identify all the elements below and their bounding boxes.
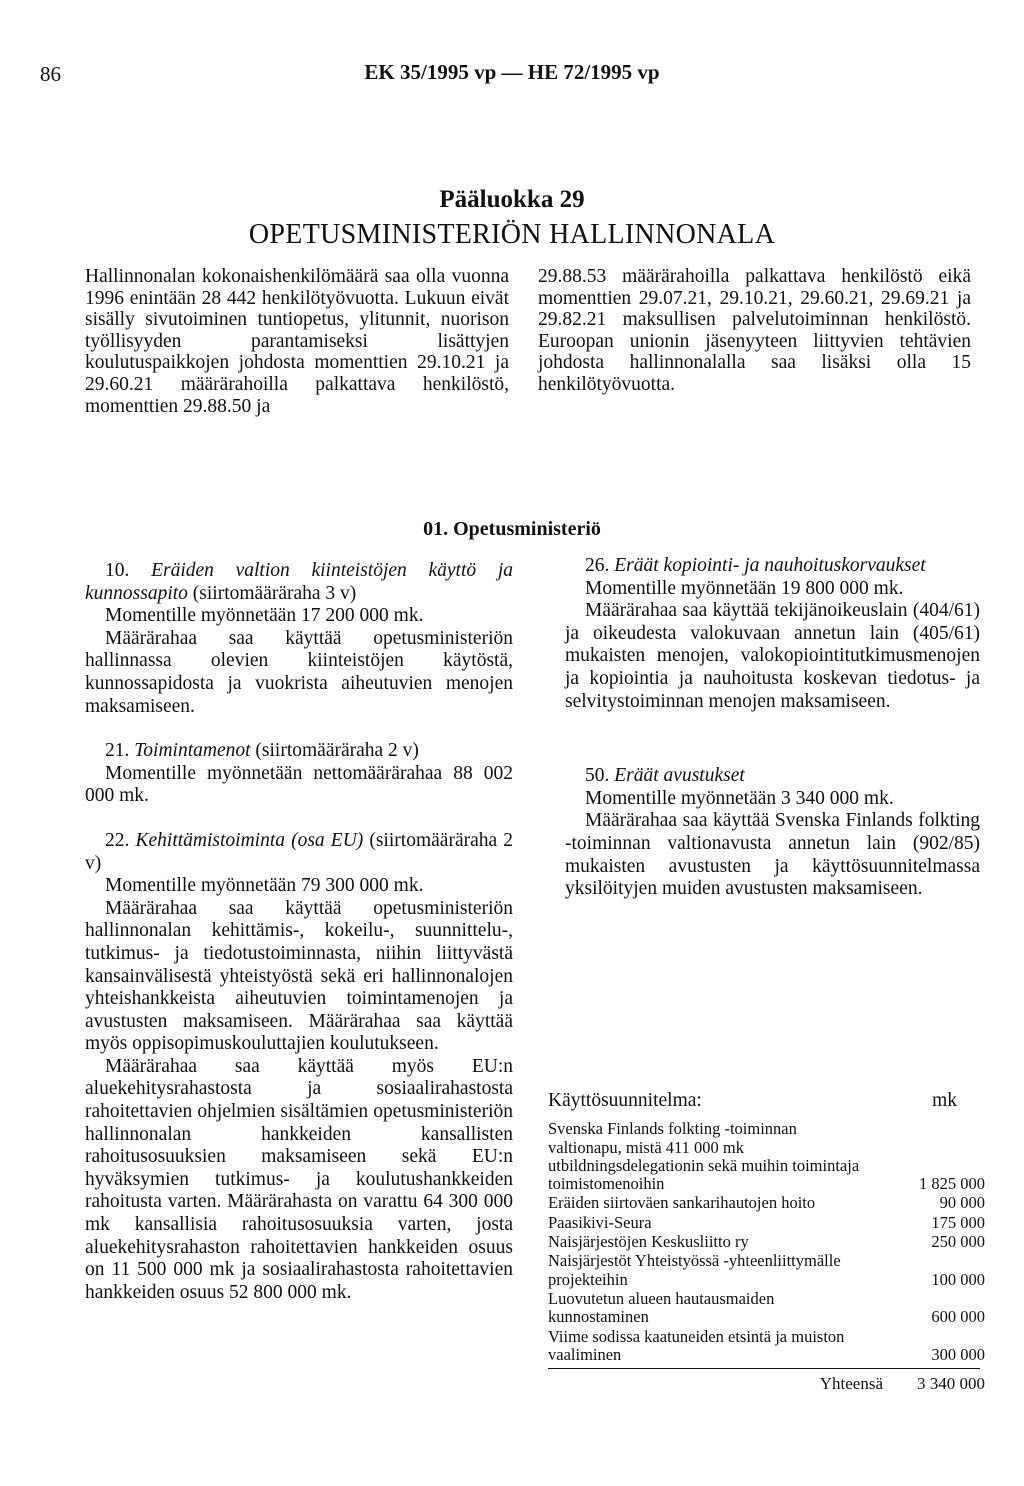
plan-row bbox=[548, 1214, 985, 1232]
intro-paragraph-left: Hallinnonalan kokonaishenkilömäärä saa olla vuonna 1996 enintään 28 442 henkilötyövuotta. Lukuun eivät sisälly sivutoiminen tuntiopetus, ylitunnit, nuorison työllisyyden parantamiseksi lisättyjen koulutuspaikkojen johdosta momenttien 29.10.21 ja 29.60.21 määrärahoilla palkattava henkilöstö, momenttien 29.88.50 ja bbox=[85, 266, 509, 417]
plan-row-label: Svenska Finlands folkting -toiminnan valtionapu, mistä 411 000 mk utbildningsdelegationin sekä muihin toimintaja toimistomenoihin bbox=[548, 1119, 860, 1194]
right-column bbox=[565, 555, 980, 923]
intro-paragraph-right: 29.88.53 määrärahoilla palkattava henkilöstö eikä momenttien 29.07.21, 29.10.21, 29.60.21, 29.69.21 ja 29.82.21 maksullisen palvelutoiminnan henkilöstö. Euroopan unionin jäsenyyteen liittyvien tehtävien johdosta hallinnonalalla saa lisäksi olla 15 henkilötyövuotta. bbox=[538, 266, 971, 395]
item-amount: Momentille myönnetään 19 800 000 mk. bbox=[585, 577, 904, 599]
plan-row bbox=[548, 1233, 985, 1251]
item-title: Eräiden valtion kiinteistöjen käyttö ja kunnossapito bbox=[85, 560, 513, 604]
left-column bbox=[85, 560, 513, 1326]
page-number: 86 bbox=[40, 62, 61, 86]
plan-row-label: Eräiden siirtoväen sankarihautojen hoito bbox=[548, 1193, 816, 1213]
plan-row-amount: 90 000 bbox=[939, 1193, 985, 1213]
item-title: Toimintamenot bbox=[134, 740, 251, 762]
item-number: 22. bbox=[105, 829, 130, 851]
item-text: Määrärahaa saa käyttää opetusministeriön hallinnassa olevien kiinteistöjen käytöstä, kunnossapidosta ja vuokrista aiheutuvien menojen maksamiseen. bbox=[85, 627, 513, 717]
plan-total-amount: 3 340 000 bbox=[917, 1374, 985, 1394]
item-amount: Momentille myönnetään 3 340 000 mk. bbox=[585, 787, 894, 809]
item-title: Eräät kopiointi- ja nauhoituskorvaukset bbox=[614, 555, 926, 576]
item-22 bbox=[85, 830, 513, 1304]
item-number: 21. bbox=[105, 740, 130, 762]
plan-row-amount: 300 000 bbox=[931, 1344, 985, 1364]
total-divider bbox=[548, 1368, 980, 1369]
item-amount: Momentille myönnetään nettomäärärahaa 88 002 000 mk. bbox=[85, 762, 513, 807]
item-type: (siirtomääräraha 3 v) bbox=[187, 582, 357, 604]
item-number: 26. bbox=[585, 555, 610, 576]
plan-row bbox=[548, 1194, 985, 1212]
plan-row-amount: 250 000 bbox=[931, 1232, 985, 1252]
plan-row-label: Naisjärjestöt Yhteistyössä -yhteenliittymälle projekteihin bbox=[548, 1251, 841, 1289]
plan-heading: Käyttösuunnitelma: bbox=[548, 1090, 702, 1111]
item-title: Kehittämistoiminta (osa EU) bbox=[135, 829, 364, 851]
chapter-heading: 01. Opetusministeriö bbox=[423, 518, 601, 540]
item-title: Eräät avustukset bbox=[614, 765, 745, 787]
item-text: Määrärahaa saa käyttää myös EU:n aluekehitysrahastosta ja sosiaalirahastosta rahoitettavien ohjelmien sisältämien opetusministeriön hallinnonalan hankkeiden kansallisten rahoitusosuuksien maksamiseen sekä EU:n hyväksymien tutkimus- ja koulutushankkeiden rahoitusta varten. Määrärahasta on varattu 64 300 000 mk kansallisia rahoitusosuuksia varten, josta aluekehitysrahaston rahoitettavien hankkeiden osuus on 11 500 000 mk ja sosiaalirahastosta rahoitettavien hankkeiden osuus 52 800 000 mk. bbox=[85, 1055, 513, 1303]
plan-row-label: Viime sodissa kaatuneiden etsintä ja muiston vaaliminen bbox=[548, 1326, 845, 1364]
plan-row bbox=[548, 1120, 985, 1193]
item-26 bbox=[565, 555, 980, 713]
plan-row bbox=[548, 1252, 985, 1289]
ministry-title: OPETUSMINISTERIÖN HALLINNONALA bbox=[248, 219, 776, 250]
plan-row-label: Paasikivi-Seura bbox=[548, 1212, 652, 1232]
plan-row-amount: 175 000 bbox=[931, 1212, 985, 1232]
main-class-title: Pääluokka 29 bbox=[439, 186, 585, 213]
plan-row-amount: 600 000 bbox=[931, 1307, 985, 1327]
item-number: 10. bbox=[105, 560, 130, 581]
plan-unit: mk bbox=[932, 1090, 957, 1111]
item-number: 50. bbox=[585, 765, 610, 787]
item-50 bbox=[565, 765, 980, 901]
item-type: (siirtomääräraha 2 v) bbox=[250, 740, 419, 762]
item-amount: Momentille myönnetään 79 300 000 mk. bbox=[105, 875, 424, 897]
plan-total-label: Yhteensä bbox=[819, 1374, 883, 1394]
running-head: EK 35/1995 vp — HE 72/1995 vp bbox=[364, 60, 660, 84]
usage-plan-table bbox=[548, 1092, 985, 1393]
plan-row-label: Luovutetun alueen hautausmaiden kunnostaminen bbox=[548, 1288, 775, 1327]
plan-row-label: Naisjärjestöjen Keskusliitto ry bbox=[548, 1232, 749, 1252]
plan-row bbox=[548, 1290, 985, 1327]
plan-row-amount: 1 825 000 bbox=[919, 1174, 985, 1194]
item-21 bbox=[85, 740, 513, 808]
item-text: Määrärahaa saa käyttää opetusministeriön hallinnonalan kehittämis-, kokeilu-, suunnittelu-, tutkimus- ja tiedotustoiminnasta, niihin liittyvästä kansainvälisestä yhteistyöstä sekä eri hallinnonalojen yhteishankkeista aiheutuvien toimintamenojen ja avustusten maksamiseen. Määrärahaa saa käyttää myös oppisopimuskouluttajien koulutukseen. bbox=[85, 897, 513, 1055]
item-10 bbox=[85, 560, 513, 718]
plan-total-row bbox=[548, 1375, 985, 1393]
plan-row bbox=[548, 1328, 985, 1365]
plan-row-amount: 100 000 bbox=[931, 1269, 985, 1289]
item-text: Määrärahaa saa käyttää tekijänoikeuslain (404/61) ja oikeudesta valokuvaan annetun lain (405/61) mukaisten menojen, valokopiointitutkimusmenojen ja kopiointia ja nauhoitusta koskevan tiedotus- ja selvitystoiminnan menojen maksamiseen. bbox=[565, 600, 980, 712]
item-text: Määrärahaa saa käyttää Svenska Finlands folkting -toiminnan valtionavusta annetun lain (902/85) mukaisten avustusten ja käyttösuunnitelmassa yksilöityjen muiden avustusten maksamiseen. bbox=[565, 810, 980, 900]
item-type: (siirtomääräraha 2 v) bbox=[85, 829, 514, 874]
item-amount: Momentille myönnetään 17 200 000 mk. bbox=[105, 605, 424, 627]
